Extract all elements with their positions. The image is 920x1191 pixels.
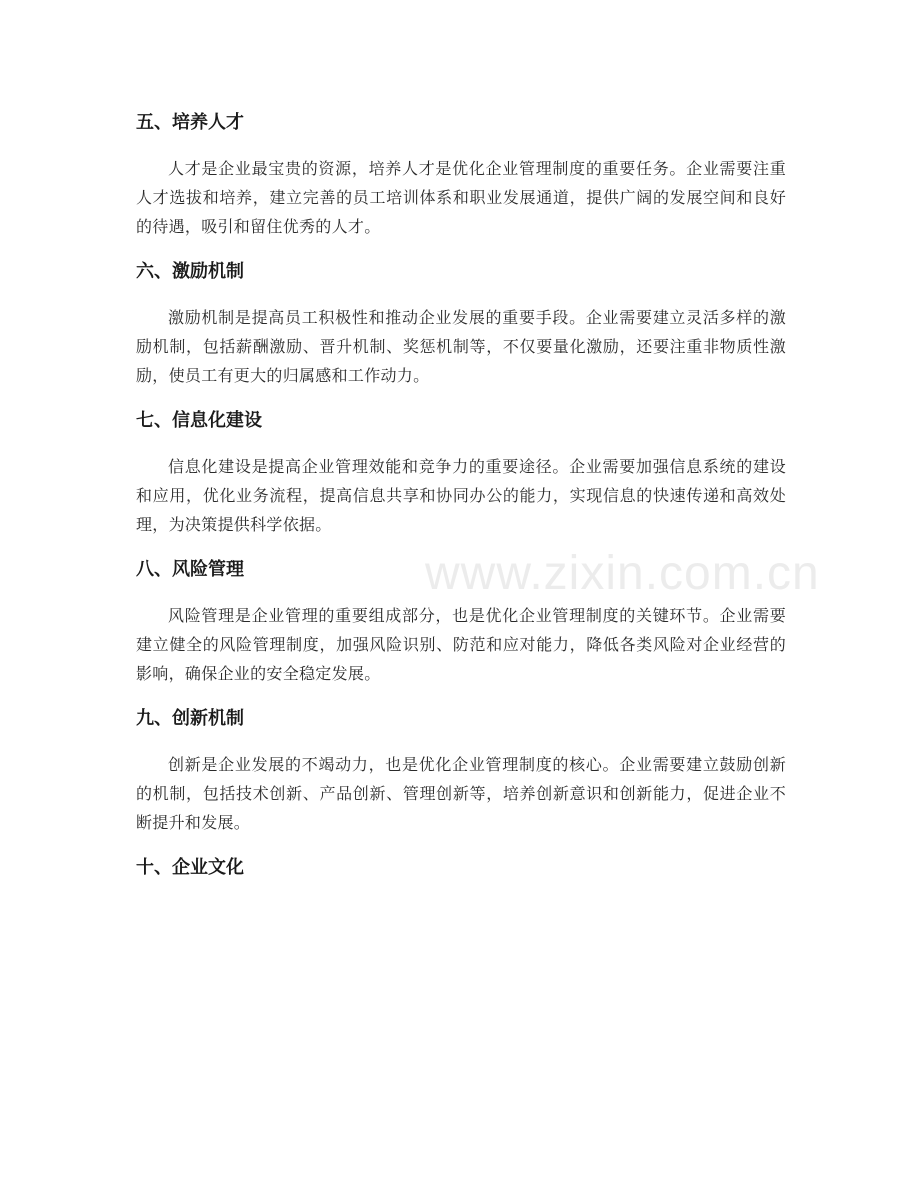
section-heading: 五、培养人才	[136, 112, 244, 133]
section-training-talent	[136, 104, 786, 241]
section-heading: 六、激励机制	[136, 261, 244, 282]
section-incentive-mechanism	[136, 253, 786, 390]
section-informatization	[136, 402, 786, 539]
section-paragraph: 激励机制是提高员工积极性和推动企业发展的重要手段。企业需要建立灵活多样的激励机制，包括薪酬激励、晋升机制、奖惩机制等，不仅要量化激励，还要注重非物质性激励，使员工有更大的归属感和工作动力。	[136, 308, 786, 385]
section-paragraph: 创新是企业发展的不竭动力，也是优化企业管理制度的核心。企业需要建立鼓励创新的机制，包括技术创新、产品创新、管理创新等，培养创新意识和创新能力，促进企业不断提升和发展。	[136, 755, 786, 832]
section-risk-management	[136, 551, 786, 688]
section-heading: 八、风险管理	[136, 559, 244, 580]
section-paragraph: 信息化建设是提高企业管理效能和竞争力的重要途径。企业需要加强信息系统的建设和应用，优化业务流程，提高信息共享和协同办公的能力，实现信息的快速传递和高效处理，为决策提供科学依据。	[136, 457, 786, 534]
section-corporate-culture	[136, 849, 786, 887]
section-paragraph: 人才是企业最宝贵的资源，培养人才是优化企业管理制度的重要任务。企业需要注重人才选拔和培养，建立完善的员工培训体系和职业发展通道，提供广阔的发展空间和良好的待遇，吸引和留住优秀的人才。	[136, 159, 786, 236]
section-heading: 十、企业文化	[136, 857, 244, 878]
section-innovation-mechanism	[136, 700, 786, 837]
section-heading: 七、信息化建设	[136, 410, 262, 431]
document-body	[136, 104, 786, 899]
section-heading: 九、创新机制	[136, 708, 244, 729]
section-paragraph: 风险管理是企业管理的重要组成部分，也是优化企业管理制度的关键环节。企业需要建立健全的风险管理制度，加强风险识别、防范和应对能力，降低各类风险对企业经营的影响，确保企业的安全稳定发展。	[136, 606, 786, 683]
watermark: www.zixin.com.cn	[425, 547, 820, 600]
